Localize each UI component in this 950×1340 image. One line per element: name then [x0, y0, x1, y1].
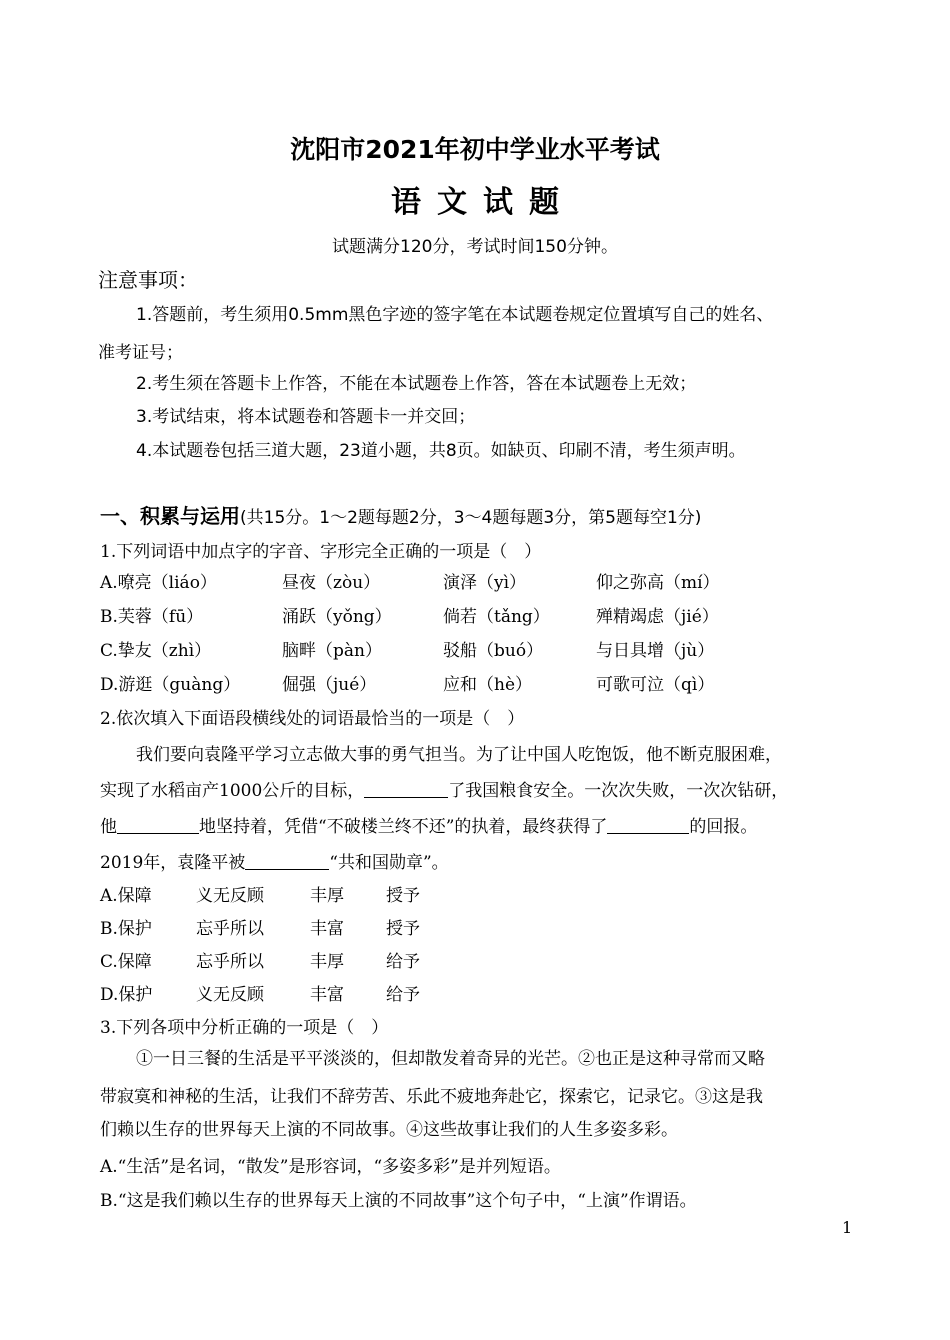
section-scoring: (共15分。1～2题每题2分，3～4题每题3分，第5题每空1分): [240, 508, 702, 528]
notice-item-3: 3.考试结束，将本试题卷和答题卡一并交回；: [136, 407, 476, 427]
q2-option-d-1: D.保护: [100, 985, 153, 1005]
q2-option-c-2: 忘乎所以: [196, 952, 264, 972]
q2-option-a-1: A.保障: [100, 886, 152, 906]
q2-option-b-4: 授予: [386, 919, 420, 939]
q3-option-b: B.“这是我们赖以生存的世界每天上演的不同故事”这个句子中，“上演”作谓语。: [100, 1191, 697, 1211]
section-title: 一、积累与运用: [100, 504, 240, 528]
q1-option-b-4: 殚精竭虑（jié）: [596, 607, 719, 627]
q1-option-d-3: 应和（hè）: [443, 675, 533, 695]
notice-item-2: 2.考生须在答题卡上作答，不能在本试题卷上作答，答在本试题卷上无效；: [136, 374, 697, 394]
q2-option-a-4: 授予: [386, 886, 420, 906]
q1-option-d-1: D.游逛（guàng）: [100, 675, 241, 695]
q2-option-b-2: 忘乎所以: [196, 919, 264, 939]
question-2-stem: 2.依次填入下面语段横线处的词语最恰当的一项是（ ）: [100, 709, 525, 729]
q1-option-a-2: 昼夜（zòu）: [282, 573, 381, 593]
page-number: 1: [842, 1218, 853, 1237]
q2-option-a-2: 义无反顾: [196, 886, 264, 906]
q2-passage-line-1: 我们要向袁隆平学习立志做大事的勇气担当。为了让中国人吃饱饭，他不断克服困难，: [136, 745, 782, 765]
q1-option-b-3: 倘若（tǎng）: [443, 607, 550, 627]
notice-item-4: 4.本试题卷包括三道大题，23道小题，共8页。如缺页、印刷不清，考生须声明。: [136, 441, 746, 461]
q3-passage-line-2: 带寂寞和神秘的生活，让我们不辞劳苦、乐此不疲地奔赴它，探索它，记录它。③这是我: [100, 1087, 763, 1107]
q2-option-a-3: 丰厚: [310, 886, 344, 906]
q1-option-d-4: 可歌可泣（qì）: [596, 675, 715, 695]
notice-item-1: 1.答题前，考生须用0.5mm黑色字迹的签字笔在本试题卷规定位置填写自己的姓名、: [136, 305, 774, 325]
q1-option-b-1: B.芙蓉（fū）: [100, 607, 204, 627]
q1-option-a-1: A.嘹亮（liáo）: [100, 573, 217, 593]
fill-blank-4: [245, 868, 329, 870]
exam-info: 试题满分120分，考试时间150分钟。: [332, 237, 618, 257]
q2-option-c-3: 丰厚: [310, 952, 344, 972]
question-1-stem: 1.下列词语中加点字的字音、字形完全正确的一项是（ ）: [100, 542, 542, 562]
q1-option-a-3: 演泽（yì）: [443, 573, 527, 593]
q2-option-c-1: C.保障: [100, 952, 152, 972]
notice-heading: 注意事项：: [98, 268, 198, 292]
q2-option-c-4: 给予: [386, 952, 420, 972]
q2-option-d-2: 义无反顾: [196, 985, 264, 1005]
exam-title: 沈阳市2021年初中学业水平考试: [290, 135, 660, 164]
fill-blank-3: [607, 832, 689, 834]
q2-option-b-1: B.保护: [100, 919, 152, 939]
q1-option-c-3: 驳船（buó）: [443, 641, 544, 661]
q3-passage-line-1: ①一日三餐的生活是平平淡淡的，但却散发着奇异的光芒。②也正是这种寻常而又略: [136, 1049, 765, 1069]
q2-passage-line-3: 他 地坚持着，凭借“不破楼兰终不还”的执着，最终获得了 的回报。: [100, 817, 758, 837]
q1-option-a-4: 仰之弥高（mí）: [596, 573, 720, 593]
q1-option-c-1: C.挚友（zhì）: [100, 641, 212, 661]
fill-blank-1: [364, 796, 448, 798]
subject-title: 语文试题: [391, 185, 575, 220]
section-heading: [100, 500, 701, 529]
q2-passage-line-2: 实现了水稻亩产1000公斤的目标， 了我国粮食安全。一次次失败，一次次钻研，: [100, 781, 789, 801]
q2-option-d-3: 丰富: [310, 985, 344, 1005]
q2-option-d-4: 给予: [386, 985, 420, 1005]
q3-passage-line-3: 们赖以生存的世界每天上演的不同故事。④这些故事让我们的人生多姿多彩。: [100, 1120, 678, 1140]
q3-option-a: A.“生活”是名词，“散发”是形容词，“多姿多彩”是并列短语。: [100, 1157, 561, 1177]
q1-option-c-4: 与日具增（jù）: [596, 641, 715, 661]
question-3-stem: 3.下列各项中分析正确的一项是（ ）: [100, 1018, 389, 1038]
q2-passage-line-4: 2019年，袁隆平被 “共和国勋章”。: [100, 853, 449, 873]
notice-item-1-cont: 准考证号；: [98, 343, 183, 363]
q1-option-c-2: 脑畔（pàn）: [282, 641, 382, 661]
q1-option-b-2: 涌跃（yǒng）: [282, 607, 392, 627]
fill-blank-2: [117, 832, 199, 834]
q2-option-b-3: 丰富: [310, 919, 344, 939]
q1-option-d-2: 倔强（jué）: [282, 675, 377, 695]
